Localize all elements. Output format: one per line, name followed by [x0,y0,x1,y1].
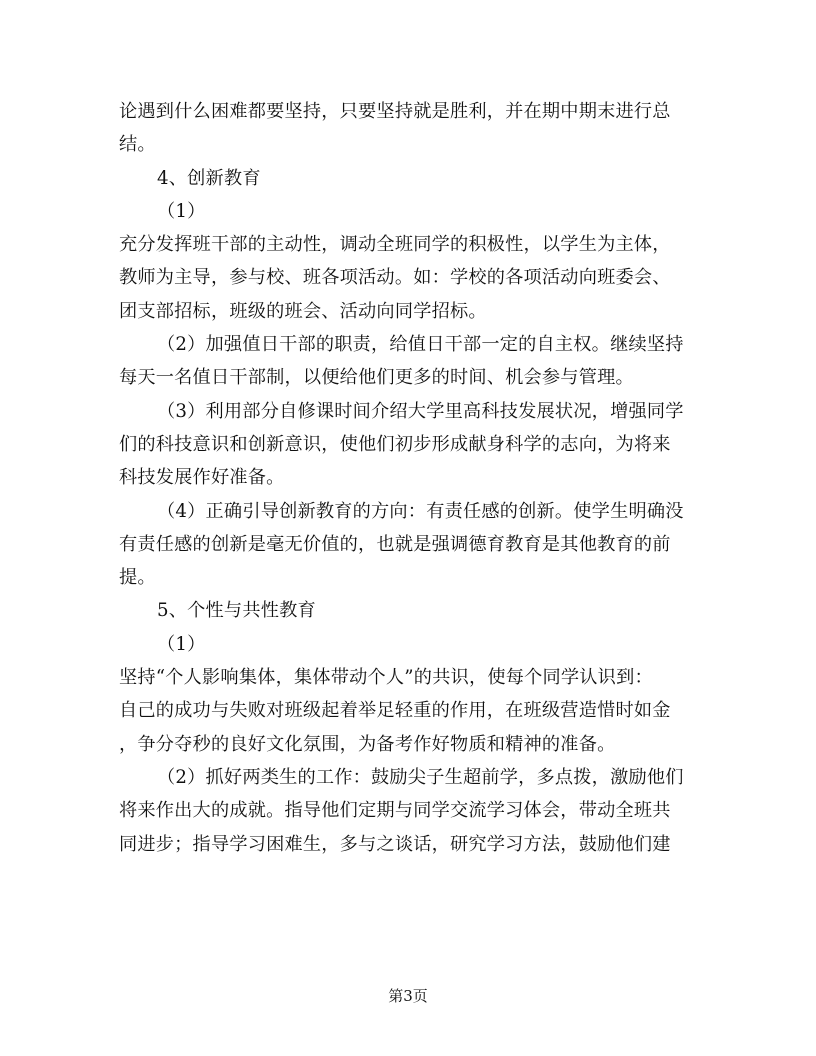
text-line: 有责任感的创新是毫无价值的，也就是强调德育教育是其他教育的前 [119,533,671,555]
text-line: 结。 [119,134,156,156]
text-line: （3）利用部分自修课时间介绍大学里高科技发展状况，增强同学 [157,400,684,422]
page-number: 第3页 [388,987,428,1005]
text-line: 充分发挥班干部的主动性，调动全班同学的积极性，以学生为主体， [119,234,671,256]
text-line: 们的科技意识和创新意识，使他们初步形成献身科学的志向，为将来 [119,433,671,455]
text-line: 每天一名值日干部制，以便给他们更多的时间、机会参与管理。 [119,367,634,389]
text-line: （4）正确引导创新教育的方向：有责任感的创新。使学生明确没 [157,500,684,522]
text-line: 将来作出大的成就。指导他们定期与同学交流学习体会，带动全班共 [119,800,671,822]
text-line: （2）加强值日干部的职责，给值日干部一定的自主权。继续坚持 [157,334,684,356]
text-line: 教师为主导，参与校、班各项活动。如：学校的各项活动向班委会、 [119,267,671,289]
text-line: 自己的成功与失败对班级起着举足轻重的作用，在班级营造惜时如金 [119,700,671,722]
text-line: 科技发展作好准备。 [119,467,285,489]
text-line: ，争分夺秒的良好文化氛围，为备考作好物质和精神的准备。 [119,733,616,755]
text-line: （1） [157,200,206,222]
text-line: （2）抓好两类生的工作：鼓励尖子生超前学，多点拨，激励他们 [157,766,684,788]
text-line: 团支部招标，班级的班会、活动向同学招标。 [119,300,487,322]
text-line: 论遇到什么困难都要坚持，只要坚持就是胜利，并在期中期末进行总 [119,101,671,122]
text-line: 5、个性与共性教育 [157,600,316,622]
text-line: 同进步；指导学习困难生，多与之谈话，研究学习方法，鼓励他们建 [119,833,671,855]
text-line: 4、创新教育 [157,167,261,189]
text-line: 提。 [119,567,156,589]
document-body [119,95,689,861]
text-line: （1） [157,633,206,655]
text-line: 坚持“个人影响集体，集体带动个人”的共识，使每个同学认识到： [119,667,653,689]
